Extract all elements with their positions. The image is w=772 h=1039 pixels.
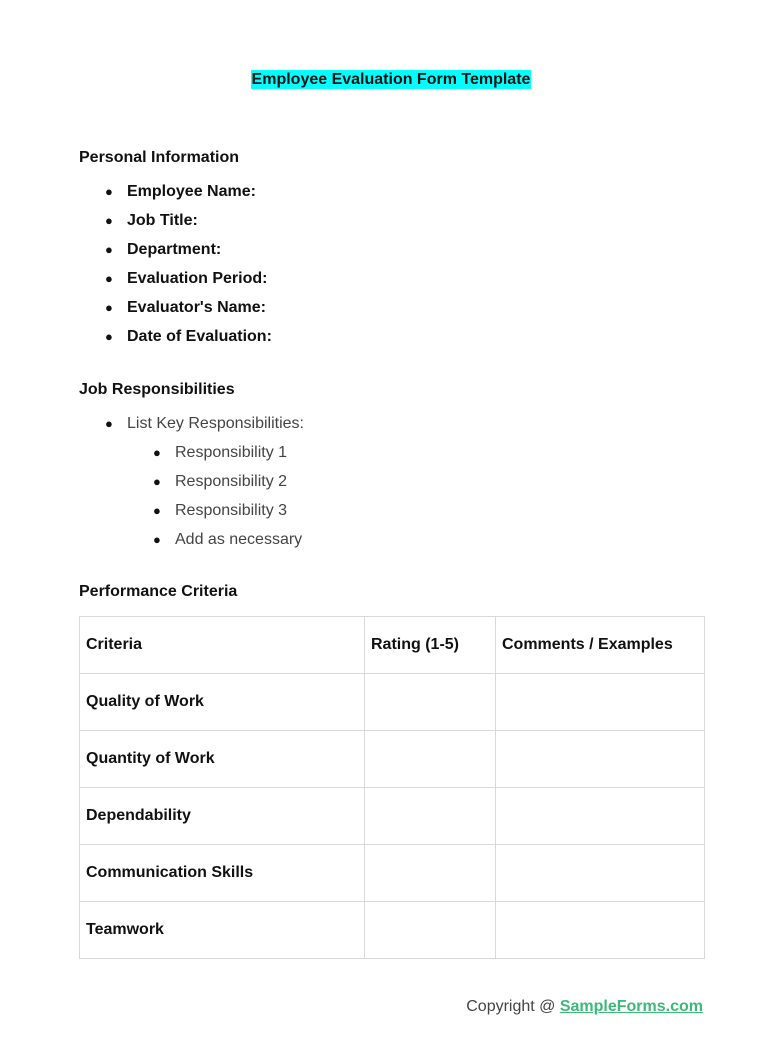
rating-cell[interactable]: [365, 845, 496, 902]
bullet-icon: ●: [105, 416, 113, 431]
bullet-icon: ●: [105, 242, 113, 257]
criteria-cell: Quality of Work: [80, 674, 365, 731]
list-item: ● Responsibility 1: [153, 444, 288, 461]
personal-info-list: [105, 183, 272, 357]
performance-criteria-table: [79, 616, 705, 959]
title-text: Employee Evaluation Form Template: [251, 71, 531, 88]
list-item: ● List Key Responsibilities:: [105, 415, 304, 432]
list-item: ● Responsibility 2: [153, 473, 288, 490]
criteria-cell: Quantity of Work: [80, 731, 365, 788]
responsibilities-sublist: [153, 444, 303, 560]
rating-cell[interactable]: [365, 788, 496, 845]
bullet-icon: ●: [105, 184, 113, 199]
comments-cell[interactable]: [496, 674, 705, 731]
personal-info-heading: Personal Information: [79, 149, 240, 166]
table-row: [80, 788, 705, 845]
table-row: [80, 674, 705, 731]
bullet-icon: ●: [153, 503, 161, 518]
list-item: ● Evaluator's Name:: [105, 299, 266, 316]
comments-cell[interactable]: [496, 845, 705, 902]
table-row: [80, 731, 705, 788]
list-item: ● Employee Name:: [105, 183, 256, 200]
column-header-comments: Comments / Examples: [496, 617, 705, 674]
document-title: [0, 71, 772, 89]
bullet-icon: ●: [105, 213, 113, 228]
bullet-icon: ●: [153, 474, 161, 489]
responsibilities-list: [105, 415, 304, 444]
rating-cell[interactable]: [365, 674, 496, 731]
bullet-icon: ●: [105, 271, 113, 286]
list-item: ● Job Title:: [105, 212, 198, 229]
bullet-icon: ●: [105, 329, 113, 344]
performance-criteria-heading: Performance Criteria: [79, 583, 238, 600]
criteria-cell: Dependability: [80, 788, 365, 845]
job-responsibilities-heading: Job Responsibilities: [79, 381, 235, 398]
list-item: ● Responsibility 3: [153, 502, 288, 519]
copyright-text: Copyright @: [466, 998, 560, 1015]
criteria-cell: Communication Skills: [80, 845, 365, 902]
list-item: ● Department:: [105, 241, 222, 258]
copyright-footer: [466, 998, 703, 1016]
rating-cell[interactable]: [365, 902, 496, 959]
comments-cell[interactable]: [496, 731, 705, 788]
bullet-icon: ●: [153, 532, 161, 547]
column-header-criteria: Criteria: [80, 617, 365, 674]
column-header-rating: Rating (1-5): [365, 617, 496, 674]
bullet-icon: ●: [105, 300, 113, 315]
comments-cell[interactable]: [496, 902, 705, 959]
comments-cell[interactable]: [496, 788, 705, 845]
list-item: ● Evaluation Period:: [105, 270, 268, 287]
rating-cell[interactable]: [365, 731, 496, 788]
table-header-row: [80, 617, 705, 674]
list-item: ● Date of Evaluation:: [105, 328, 272, 345]
table-row: [80, 845, 705, 902]
brand-link[interactable]: SampleForms.com: [559, 998, 703, 1015]
criteria-cell: Teamwork: [80, 902, 365, 959]
list-item: ● Add as necessary: [153, 531, 303, 548]
bullet-icon: ●: [153, 445, 161, 460]
table-row: [80, 902, 705, 959]
